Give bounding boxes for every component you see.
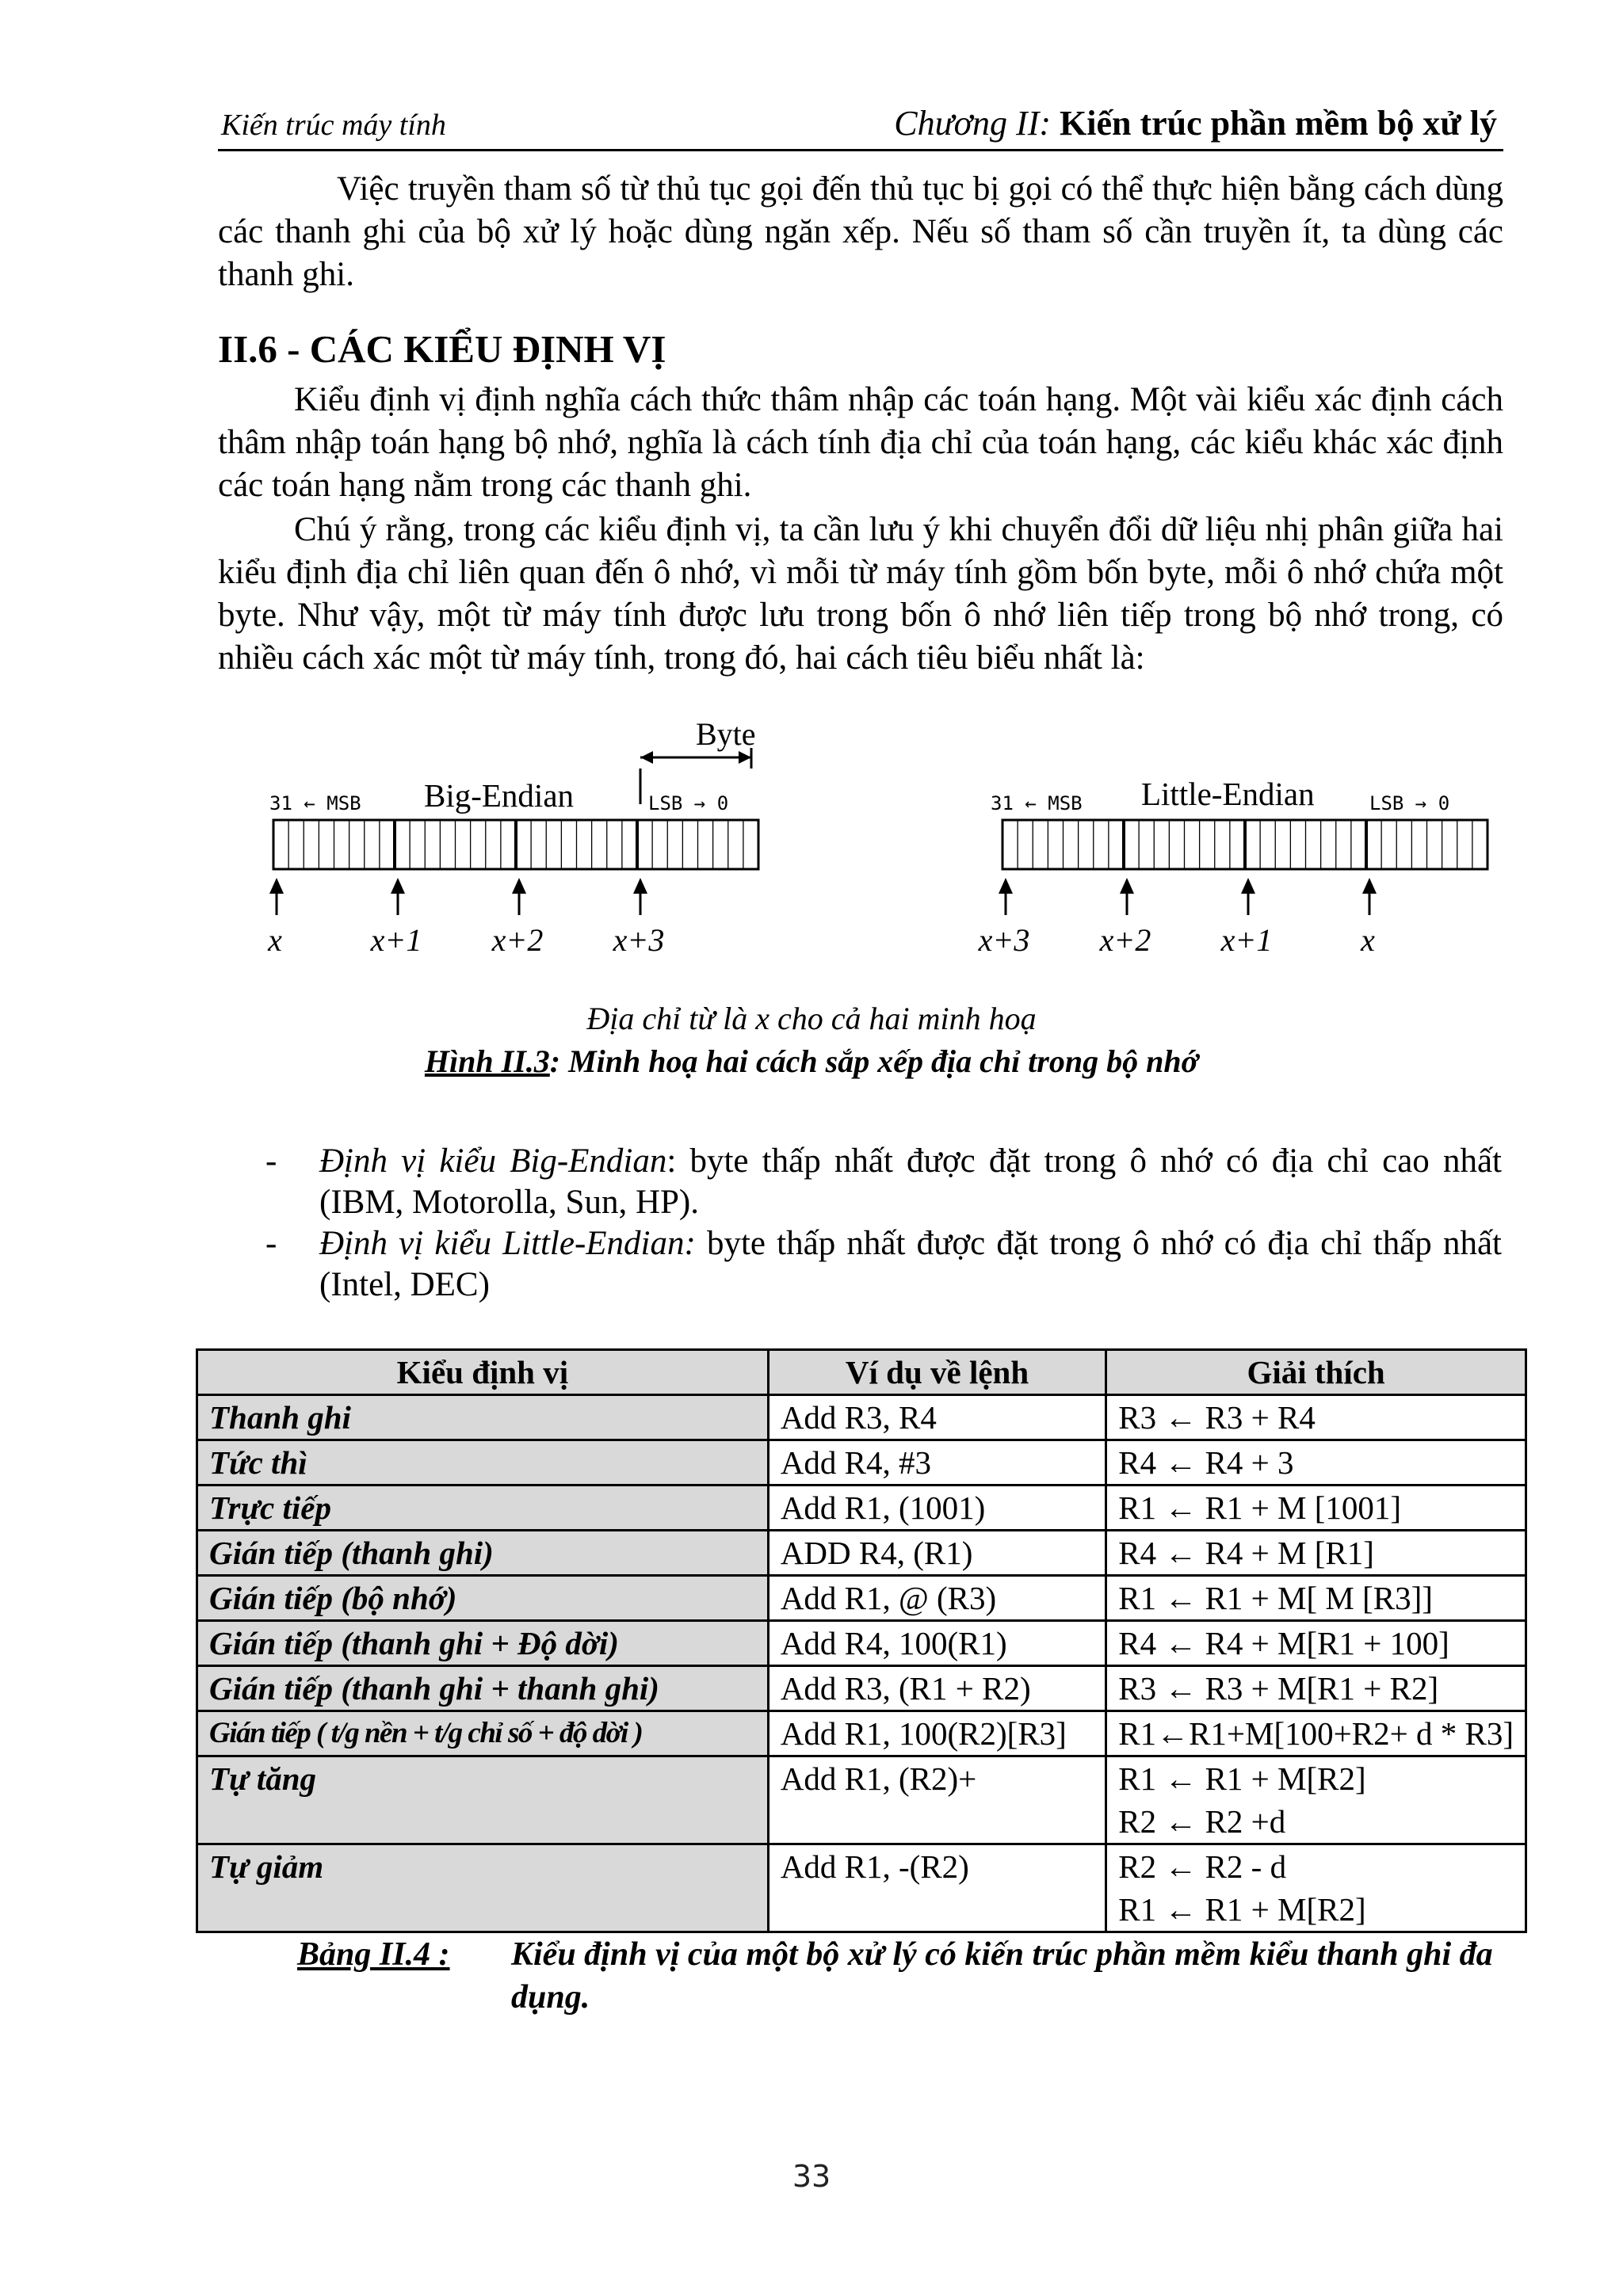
- bullet-dash: -: [265, 1142, 277, 1180]
- cell-explain: R4 ← R4 + M [R1]: [1106, 1531, 1526, 1576]
- cell-example: Add R1, (R2)+: [768, 1756, 1106, 1844]
- cell-explain-line: R2 ← R2 - d: [1118, 1848, 1287, 1885]
- header-example: Ví dụ về lệnh: [768, 1350, 1106, 1395]
- figure-caption-note: Địa chỉ từ là x cho cả hai minh hoạ: [586, 1001, 1037, 1036]
- paragraph-1-text: Kiểu định vị định nghĩa cách thức thâm nhập các toán hạng. Một vài kiểu xác định cách thâm nhập toán hạng bộ nhớ, nghĩa là cách tính địa chỉ của toán hạng, các kiểu khác xác định các toán hạng nằm trong các thanh ghi.: [218, 381, 1503, 504]
- little-endian-arrows: [999, 878, 1377, 915]
- bullet-dash: -: [265, 1225, 277, 1262]
- cell-example: Add R1, 100(R2)[R3]: [768, 1711, 1106, 1756]
- cell-explain: R1 ← R1 + M [1001]: [1106, 1486, 1526, 1531]
- address-arrowhead: [269, 878, 284, 894]
- big-endian-register: [273, 820, 758, 869]
- cell-explain: R3 ← R3 + M[R1 + R2]: [1106, 1666, 1526, 1711]
- page-header: [218, 101, 1503, 151]
- bullet-text: : byte thấp nhất được đặt trong ô nhớ có địa chỉ cao nhất (IBM, Motorolla, Sun, HP).: [319, 1142, 1502, 1221]
- cell-example: Add R1, -(R2): [768, 1844, 1106, 1932]
- cell-mode: Gián tiếp (thanh ghi + Độ dời): [197, 1621, 769, 1666]
- cell-mode: Trực tiếp: [197, 1486, 769, 1531]
- little-endian-register: [1002, 820, 1487, 869]
- cell-explain-line: R1 ← R1 + M[R2]: [1118, 1760, 1366, 1797]
- address-arrowhead: [999, 878, 1013, 894]
- cell-example: Add R1, (1001): [768, 1486, 1106, 1531]
- cell-example: Add R1, @ (R3): [768, 1576, 1106, 1621]
- cell-explain: R3 ← R3 + R4: [1106, 1395, 1526, 1440]
- cell-explain: R4 ← R4 + M[R1 + 100]: [1106, 1621, 1526, 1666]
- bullet-big-endian: [265, 1141, 1502, 1223]
- little-msb-label: 31 ← MSB: [991, 792, 1083, 814]
- big-lsb-label: LSB → 0: [648, 792, 729, 814]
- cell-explain-line: R2 ← R2 +d: [1118, 1803, 1286, 1840]
- cell-mode: Tự giảm: [197, 1844, 769, 1932]
- little-addr-3: x: [1361, 922, 1375, 958]
- cell-mode: Gián tiếp (thanh ghi): [197, 1531, 769, 1576]
- section-title: II.6 - CÁC KIỂU ĐỊNH VỊ: [218, 327, 666, 371]
- bullet-little-endian: [265, 1223, 1502, 1306]
- byte-dimension: [640, 716, 756, 804]
- little-addr-1: x+2: [1099, 922, 1151, 958]
- table-row: [197, 1486, 1526, 1531]
- cell-explain: [1106, 1756, 1526, 1844]
- little-addr-0: x+3: [978, 922, 1030, 958]
- address-arrowhead: [391, 878, 405, 894]
- cell-example: Add R4, 100(R1): [768, 1621, 1106, 1666]
- address-arrowhead: [1241, 878, 1255, 894]
- cell-mode: Thanh ghi: [197, 1395, 769, 1440]
- cell-explain: [1106, 1844, 1526, 1932]
- cell-mode: Gián tiếp (thanh ghi + thanh ghi): [197, 1666, 769, 1711]
- paragraph-2: [218, 509, 1503, 680]
- bullet-term: Định vị kiểu Big-Endian: [319, 1142, 667, 1180]
- table-row: [197, 1621, 1526, 1666]
- table-row: [197, 1711, 1526, 1756]
- paragraph-2-text: Chú ý rằng, trong các kiểu định vị, ta cần lưu ý khi chuyển đổi dữ liệu nhị phân giữa hai kiểu định địa chỉ liên quan đến ô nhớ, vì mỗi từ máy tính gồm bốn byte, mỗi ô nhớ chứa một byte. Như vậy, một từ máy tính được lưu trong bốn ô nhớ liên tiếp trong bộ nhớ trong, có nhiều cách xác một từ máy tính, trong đó, hai cách tiêu biểu nhất là:: [218, 511, 1503, 677]
- address-arrowhead: [512, 878, 526, 894]
- cell-explain-line: R1 ← R1 + M[R2]: [1118, 1891, 1366, 1928]
- cell-explain: R1 ← R1 + M[ M [R3]]: [1106, 1576, 1526, 1621]
- big-addr-3: x+3: [613, 922, 665, 958]
- header-mode: Kiểu định vị: [197, 1350, 769, 1395]
- cell-example: Add R3, (R1 + R2): [768, 1666, 1106, 1711]
- table-row: [197, 1666, 1526, 1711]
- table-row: [197, 1844, 1526, 1932]
- table-row: [197, 1756, 1526, 1844]
- byte-label: Byte: [696, 716, 756, 752]
- bullet-term: Định vị kiểu Little-Endian:: [319, 1225, 696, 1262]
- endian-diagram: [254, 713, 1522, 982]
- header-book-title: Kiến trúc máy tính: [221, 109, 446, 142]
- little-lsb-label: LSB → 0: [1369, 792, 1450, 814]
- header-chapter: [894, 103, 1497, 143]
- cell-explain: R4 ← R4 + 3: [1106, 1440, 1526, 1486]
- table-caption-label: Bảng II.4 :: [297, 1936, 450, 1973]
- intro-paragraph-text: Việc truyền tham số từ thủ tục gọi đến thủ tục bị gọi có thể thực hiện bằng cách dùng các thanh ghi của bộ xử lý hoặc dùng ngăn xếp. Nếu số tham số cần truyền ít, ta dùng các thanh ghi.: [218, 170, 1503, 293]
- big-addr-0: x: [268, 922, 282, 958]
- address-arrowhead: [1120, 878, 1134, 894]
- cell-example: ADD R4, (R1): [768, 1531, 1106, 1576]
- figure-caption: [0, 1043, 1623, 1080]
- cell-example: Add R3, R4: [768, 1395, 1106, 1440]
- cell-mode: Gián tiếp ( t/g nền + t/g chỉ số + độ dời ): [197, 1711, 769, 1756]
- address-arrowhead: [633, 878, 647, 894]
- cell-example: Add R4, #3: [768, 1440, 1106, 1486]
- cell-mode: Tức thì: [197, 1440, 769, 1486]
- table-row: [197, 1440, 1526, 1486]
- page-number: 33: [792, 2159, 831, 2194]
- table-caption: [297, 1933, 1510, 2019]
- intro-paragraph: [218, 168, 1503, 296]
- little-endian-title: Little-Endian: [1141, 776, 1315, 812]
- figure-caption-label: Hình II.3: [424, 1043, 550, 1079]
- big-endian-title: Big-Endian: [424, 777, 575, 814]
- little-addr-2: x+1: [1220, 922, 1273, 958]
- big-msb-label: 31 ← MSB: [269, 792, 361, 814]
- cell-mode: Tự tăng: [197, 1756, 769, 1844]
- big-endian-arrows: [269, 878, 647, 915]
- figure-caption-text: : Minh hoạ hai cách sắp xếp địa chỉ trong bộ nhớ: [549, 1043, 1199, 1079]
- table-header-row: [197, 1350, 1526, 1395]
- addressing-modes-table: [196, 1348, 1527, 1933]
- header-explain: Giải thích: [1106, 1350, 1526, 1395]
- big-addr-2: x+2: [491, 922, 544, 958]
- cell-mode: Gián tiếp (bộ nhớ): [197, 1576, 769, 1621]
- table-caption-text: Kiểu định vị của một bộ xử lý có kiến trúc phần mềm kiểu thanh ghi đa dụng.: [511, 1936, 1493, 2016]
- table-row: [197, 1576, 1526, 1621]
- address-arrowhead: [1362, 878, 1377, 894]
- endian-figure: [254, 713, 1522, 982]
- table-row: [197, 1395, 1526, 1440]
- paragraph-1: [218, 379, 1503, 507]
- header-chapter-number: Chương II:: [894, 104, 1052, 143]
- table-row: [197, 1531, 1526, 1576]
- cell-explain: R1←R1+M[100+R2+ d * R3]: [1106, 1711, 1526, 1756]
- header-chapter-title: Kiến trúc phần mềm bộ xử lý: [1060, 104, 1497, 143]
- bullet-text: byte thấp nhất được đặt trong ô nhớ có địa chỉ thấp nhất (Intel, DEC): [319, 1225, 1502, 1303]
- big-addr-1: x+1: [370, 922, 422, 958]
